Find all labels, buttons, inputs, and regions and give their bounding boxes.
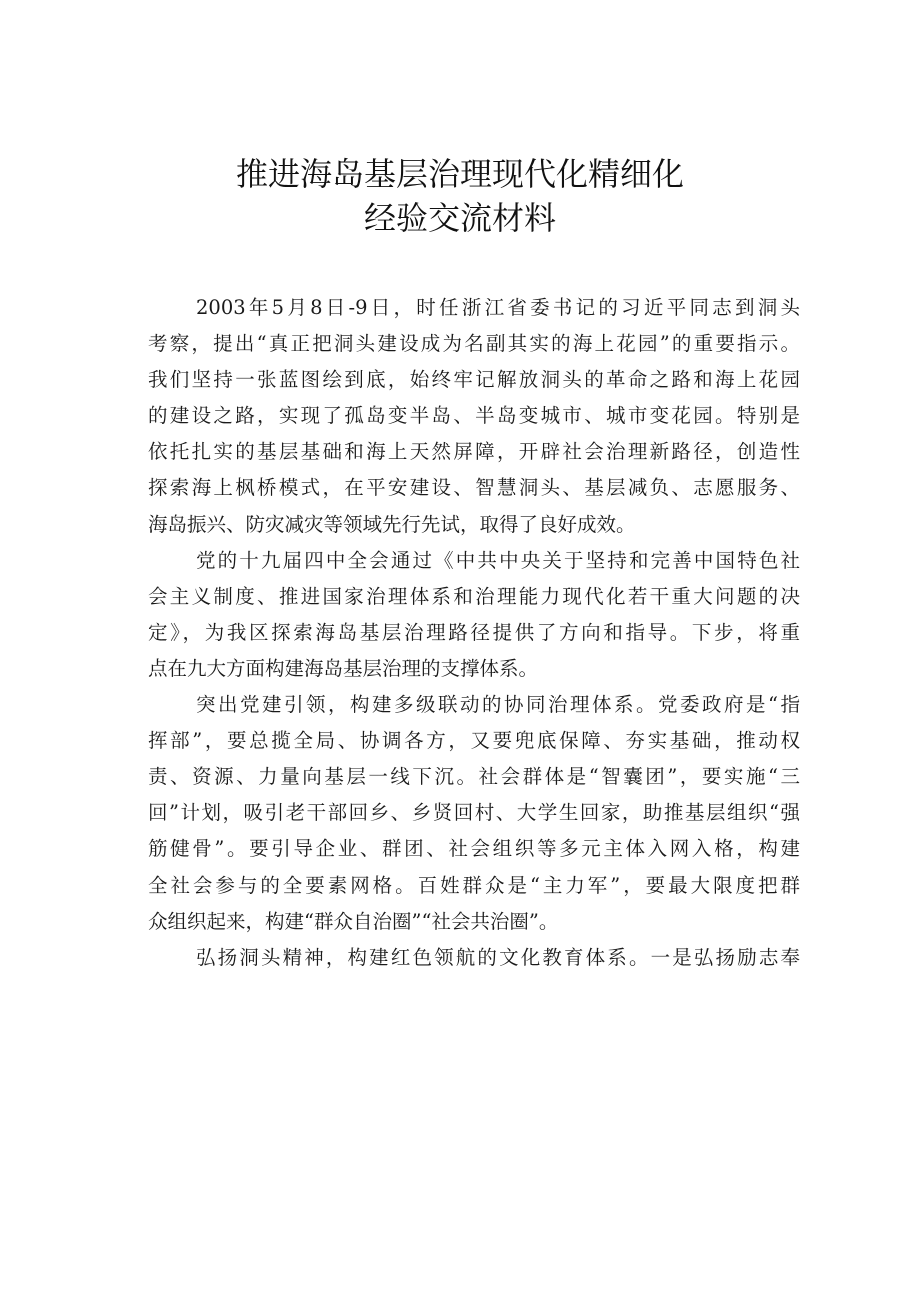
paragraph-3-line: 筋健骨”。要引导企业、群团、社会组织等多元主体入网入格，构建 [148,837,800,861]
paragraph-2-line: 点在九大方面构建海岛基层治理的支撑体系。 [148,656,539,680]
paragraph-1-line: 考察，提出“真正把洞头建设成为名副其实的海上花园”的重要指示。 [148,332,800,356]
paragraph-2-line: 定》，为我区探索海岛基层治理路径提供了方向和指导。下步，将重 [148,620,800,644]
paragraph-4-line: 弘扬洞头精神，构建红色领航的文化教育体系。一是弘扬励志奉 [196,945,800,969]
paragraph-3-line: 挥部”，要总揽全局、协调各方，又要兜底保障、夯实基础，推动权 [148,729,800,753]
paragraph-3-line: 突出党建引领，构建多级联动的协同治理体系。党委政府是“指 [196,693,800,717]
document-body [148,290,800,976]
paragraph-2-line: 会主义制度、推进国家治理体系和治理能力现代化若干重大问题的决 [148,584,800,608]
paragraph-1-line: 2003年5月8日-9日，时任浙江省委书记的习近平同志到洞头 [196,296,800,319]
paragraph-1-line: 我们坚持一张蓝图绘到底，始终牢记解放洞头的革命之路和海上花园 [148,368,800,392]
paragraph-3-line: 全社会参与的全要素网格。百姓群众是“主力军”，要最大限度把群 [148,873,800,897]
title-line-2: 经验交流材料 [363,199,556,237]
title-line-1: 推进海岛基层治理现代化精细化 [235,155,684,193]
paragraph-1-line: 依托扎实的基层基础和海上天然屏障，开辟社会治理新路径，创造性 [148,440,800,464]
paragraph-1-line: 海岛振兴、防灾减灾等领域先行先试，取得了良好成效。 [148,512,636,536]
paragraph-1-line: 的建设之路，实现了孤岛变半岛、半岛变城市、城市变花园。特别是 [148,404,800,428]
paragraph-3-line: 回”计划，吸引老干部回乡、乡贤回村、大学生回家，助推基层组织“强 [148,801,800,825]
paragraph-3-line: 众组织起来，构建“群众自治圈”“社会共治圈”。 [148,909,559,933]
paragraph-3-line: 责、资源、力量向基层一线下沉。社会群体是“智囊团”，要实施“三 [148,765,800,789]
paragraph-2-line: 党的十九届四中全会通过《中共中央关于坚持和完善中国特色社 [196,548,800,572]
document-title [0,152,920,240]
paragraph-1-line: 探索海上枫桥模式，在平安建设、智慧洞头、基层减负、志愿服务、 [148,476,800,500]
